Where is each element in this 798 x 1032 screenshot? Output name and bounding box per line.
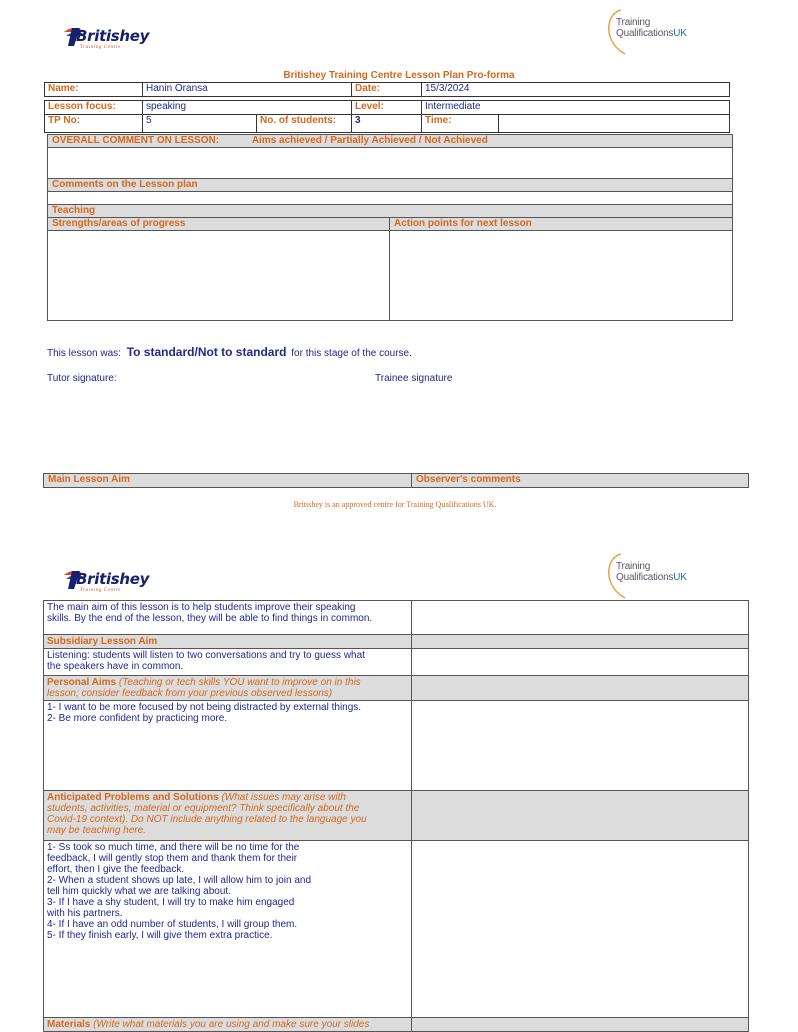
name-value: Hanin Oransa [142,82,352,97]
name-label: Name: [44,82,143,97]
personal-aims-label: Personal Aims [47,677,117,688]
level-label: Level: [351,100,422,115]
personal-aims-hint: (Teaching or tech skills YOU want to improve on in this lesson; consider feedback from your previous observed lessons) [47,677,361,699]
tq-logo-line2 [616,28,687,39]
subsidiary-aim-label: Subsidiary Lesson Aim [47,636,158,647]
anticipated-problems-hint: (What issues may arise with students, activities, material or equipment? Think specifically about the Covid-19 context). Do NOT include anything related to the language you may be teaching here. [47,792,367,836]
main-aim-header: Main Lesson Aim [43,473,412,488]
observer-problems-cell [411,840,749,1018]
date-label: Date: [351,82,422,97]
tp-number-value: 5 [142,114,257,133]
lesson-plan-comments-header: Comments on the Lesson plan [47,178,733,192]
tq-logo-line1: Training [616,17,651,28]
main-aim-cell [43,600,412,635]
observer-subsidiary-cell [411,634,749,649]
time-label: Time: [421,114,499,133]
overall-comment-header [47,134,733,148]
tq-logo-line1: Training [616,561,651,572]
action-points-area [389,230,733,321]
students-count-value: 3 [351,114,422,133]
observer-problems-header-cell [411,790,749,841]
britishey-logo-page2 [62,567,152,597]
anticipated-problems-label: Anticipated Problems and Solutions [47,792,219,803]
standard-emphasis: To standard/Not to standard [126,345,287,359]
main-aim-text: The main aim of this lesson is to help students improve their speaking skills. By the end of the lesson, they will be able to find things in common. [47,602,373,624]
materials-header [43,1017,412,1032]
overall-comment-label: OVERALL COMMENT ON LESSON: [52,135,220,146]
lesson-focus-label: Lesson focus: [44,100,143,115]
strengths-area [47,230,390,321]
standard-prefix: This lesson was: [47,348,121,359]
tq-logo-qualifications: Qualifications [616,28,674,39]
personal-aims-cell [43,700,412,791]
observer-personal-cell [411,700,749,791]
standard-statement [47,345,412,359]
britishey-logo-subtitle: Training Centre [80,45,121,50]
anticipated-problems-cell [43,840,412,1018]
overall-comment-options: Aims achieved / Partially Achieved / Not Achieved [251,135,488,146]
observer-materials-cell [411,1017,749,1032]
standard-suffix: for this stage of the course. [291,348,412,359]
trainee-signature-label: Trainee signature [375,373,453,384]
lesson-plan-comments-area [47,191,733,205]
teaching-header: Teaching [47,204,733,218]
date-value: 15/3/2024 [421,82,730,97]
personal-aims-text: 1- I want to be more focused by not being distracted by external things. 2- Be more confident by practicing more. [47,702,362,724]
britishey-logo [62,24,152,54]
subsidiary-aim-cell [43,648,412,676]
tp-number-label: TP No: [44,114,143,133]
britishey-logo-name: Britishey [76,27,150,45]
subsidiary-aim-header [43,634,412,649]
observer-subsidiary-text-cell [411,648,749,676]
observer-main-aim-cell [411,600,749,635]
tq-logo-line2 [616,572,687,583]
students-count-label: No. of students: [256,114,352,133]
tq-logo-uk: UK [673,572,687,583]
tq-logo-qualifications: Qualifications [616,572,674,583]
britishey-logo-subtitle: Training Centre [80,588,121,593]
personal-aims-header [43,675,412,701]
lesson-focus-value: speaking [142,100,352,115]
tq-logo-uk: UK [673,28,687,39]
training-qualifications-uk-logo [605,8,695,52]
materials-hint: (Write what materials you are using and make sure your slides [93,1019,370,1030]
training-qualifications-uk-logo-page2 [605,552,695,596]
anticipated-problems-text: 1- Ss took so much time, and there will be no time for the feedback, I will gently stop them and thank them for their effort, then I give the feedback. 2- When a student shows up late, I will allow him to join and tell him quickly what we are talking about. 3- If I have a shy student, I will try to make him engaged with his partners. 4- If I have an odd number of students, I will group them. 5- If they finish early, I will give them extra practice. [47,842,312,941]
observer-personal-header-cell [411,675,749,701]
anticipated-problems-header [43,790,412,841]
action-points-header: Action points for next lesson [389,217,733,231]
approved-centre-note: Britishey is an approved centre for Training Qualifications UK. [293,500,497,509]
subsidiary-aim-text: Listening: students will listen to two conversations and try to guess what the speakers have in common. [47,650,365,672]
tutor-signature-label: Tutor signature: [47,373,117,384]
level-value: Intermediate [421,100,730,115]
britishey-logo-name: Britishey [76,570,150,588]
observer-comments-header: Observer's comments [411,473,749,488]
strengths-header: Strengths/areas of progress [47,217,390,231]
materials-label: Materials [47,1019,91,1030]
document-title: Britishey Training Centre Lesson Plan Pro-forma [283,70,515,81]
time-value [498,114,730,133]
